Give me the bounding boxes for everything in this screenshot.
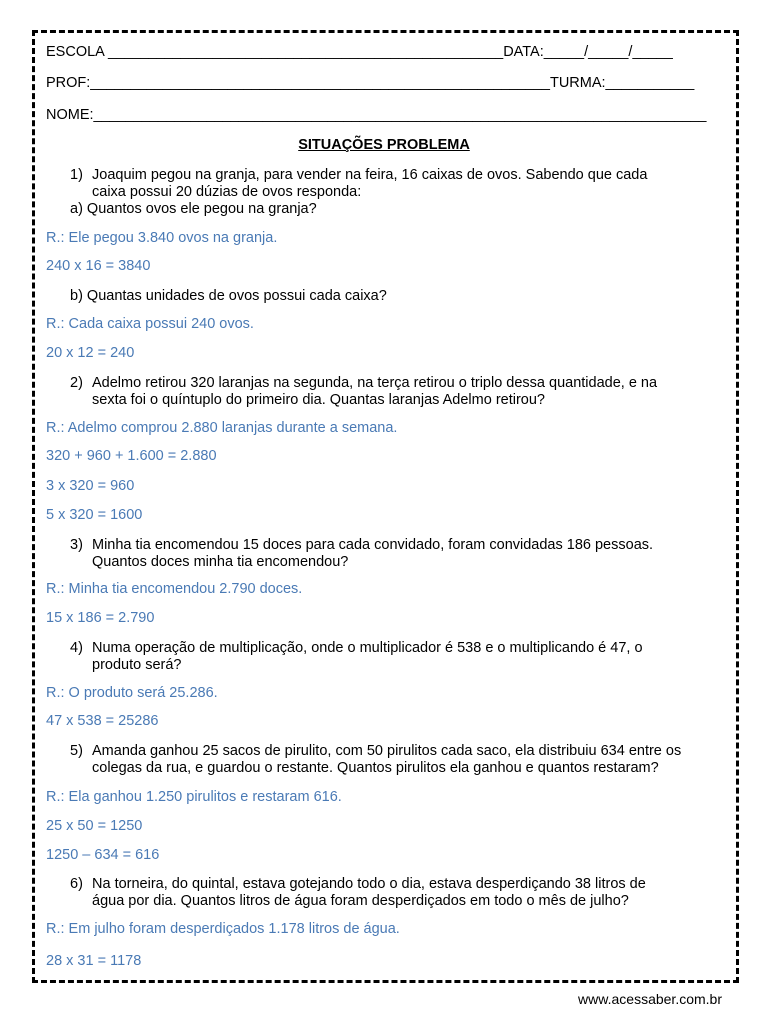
- worksheet-title: SITUAÇÕES PROBLEMA: [298, 137, 470, 153]
- escola-date-line: ESCOLA _________________________________________________DATA:_____/_____/_____: [46, 44, 673, 60]
- question-1: [70, 167, 730, 218]
- question-number: 3): [70, 537, 83, 553]
- question-text-cont: produto será?: [92, 657, 182, 673]
- question-text: Amanda ganhou 25 sacos de pirulito, com 50 pirulitos cada saco, ela distribuiu 634 entre os: [92, 743, 682, 759]
- question-number: 1): [70, 167, 83, 183]
- answer-1a: R.: Ele pegou 3.840 ovos na granja.: [46, 230, 278, 246]
- question-text: Minha tia encomendou 15 doces para cada convidado, foram convidadas 186 pessoas.: [92, 537, 654, 553]
- question-text-cont: colegas da rua, e guardou o restante. Quantos pirulitos ela ganhou e quantos restaram?: [92, 760, 659, 776]
- calc-2-tuesday: 3 x 320 = 960: [46, 478, 135, 494]
- calc-5-rest: 1250 – 634 = 616: [46, 847, 160, 863]
- question-4: [70, 640, 730, 674]
- question-text-cont: Quantos doces minha tia encomendou?: [92, 554, 349, 570]
- calc-1a: 240 x 16 = 3840: [46, 258, 151, 274]
- answer-6: R.: Em julho foram desperdiçados 1.178 litros de água.: [46, 921, 400, 937]
- answer-4: R.: O produto será 25.286.: [46, 685, 218, 701]
- question-text: Na torneira, do quintal, estava gotejando todo o dia, estava desperdiçando 38 litros de: [92, 876, 646, 892]
- question-number: 6): [70, 876, 83, 892]
- question-text: Joaquim pegou na granja, para vender na feira, 16 caixas de ovos. Sabendo que cada: [92, 167, 648, 183]
- prof-turma-line: PROF:_________________________________________________________TURMA:___________: [46, 75, 695, 91]
- subquestion-a: a) Quantos ovos ele pegou na granja?: [70, 201, 317, 217]
- question-text: Adelmo retirou 320 laranjas na segunda, na terça retirou o triplo dessa quantidade, e na: [92, 375, 658, 391]
- calc-6: 28 x 31 = 1178: [46, 953, 142, 969]
- calc-3: 15 x 186 = 2.790: [46, 610, 155, 626]
- question-5: [70, 743, 730, 777]
- question-number: 2): [70, 375, 83, 391]
- question-text-cont: sexta foi o quíntuplo do primeiro dia. Quantas laranjas Adelmo retirou?: [92, 392, 545, 408]
- question-3: [70, 537, 730, 571]
- answer-2: R.: Adelmo comprou 2.880 laranjas durante a semana.: [46, 420, 398, 436]
- answer-3: R.: Minha tia encomendou 2.790 doces.: [46, 581, 303, 597]
- question-2: [70, 375, 730, 409]
- answer-5: R.: Ela ganhou 1.250 pirulitos e restaram 616.: [46, 789, 342, 805]
- footer-url: www.acessaber.com.br: [578, 991, 722, 1007]
- question-number: 5): [70, 743, 83, 759]
- subquestion-b: b) Quantas unidades de ovos possui cada caixa?: [70, 288, 387, 304]
- calc-4: 47 x 538 = 25286: [46, 713, 159, 729]
- question-text-cont: caixa possui 20 dúzias de ovos responda:: [92, 184, 362, 200]
- calc-5-total: 25 x 50 = 1250: [46, 818, 143, 834]
- answer-1b: R.: Cada caixa possui 240 ovos.: [46, 316, 254, 332]
- question-number: 4): [70, 640, 83, 656]
- nome-line: NOME:____________________________________________________________________________: [46, 107, 707, 123]
- question-text-cont: água por dia. Quantos litros de água foram desperdiçados em todo o mês de julho?: [92, 893, 629, 909]
- calc-2-friday: 5 x 320 = 1600: [46, 507, 143, 523]
- calc-1b: 20 x 12 = 240: [46, 345, 135, 361]
- question-text: Numa operação de multiplicação, onde o multiplicador é 538 e o multiplicando é 47, o: [92, 640, 643, 656]
- calc-2-total: 320 + 960 + 1.600 = 2.880: [46, 448, 217, 464]
- question-6: [70, 876, 730, 910]
